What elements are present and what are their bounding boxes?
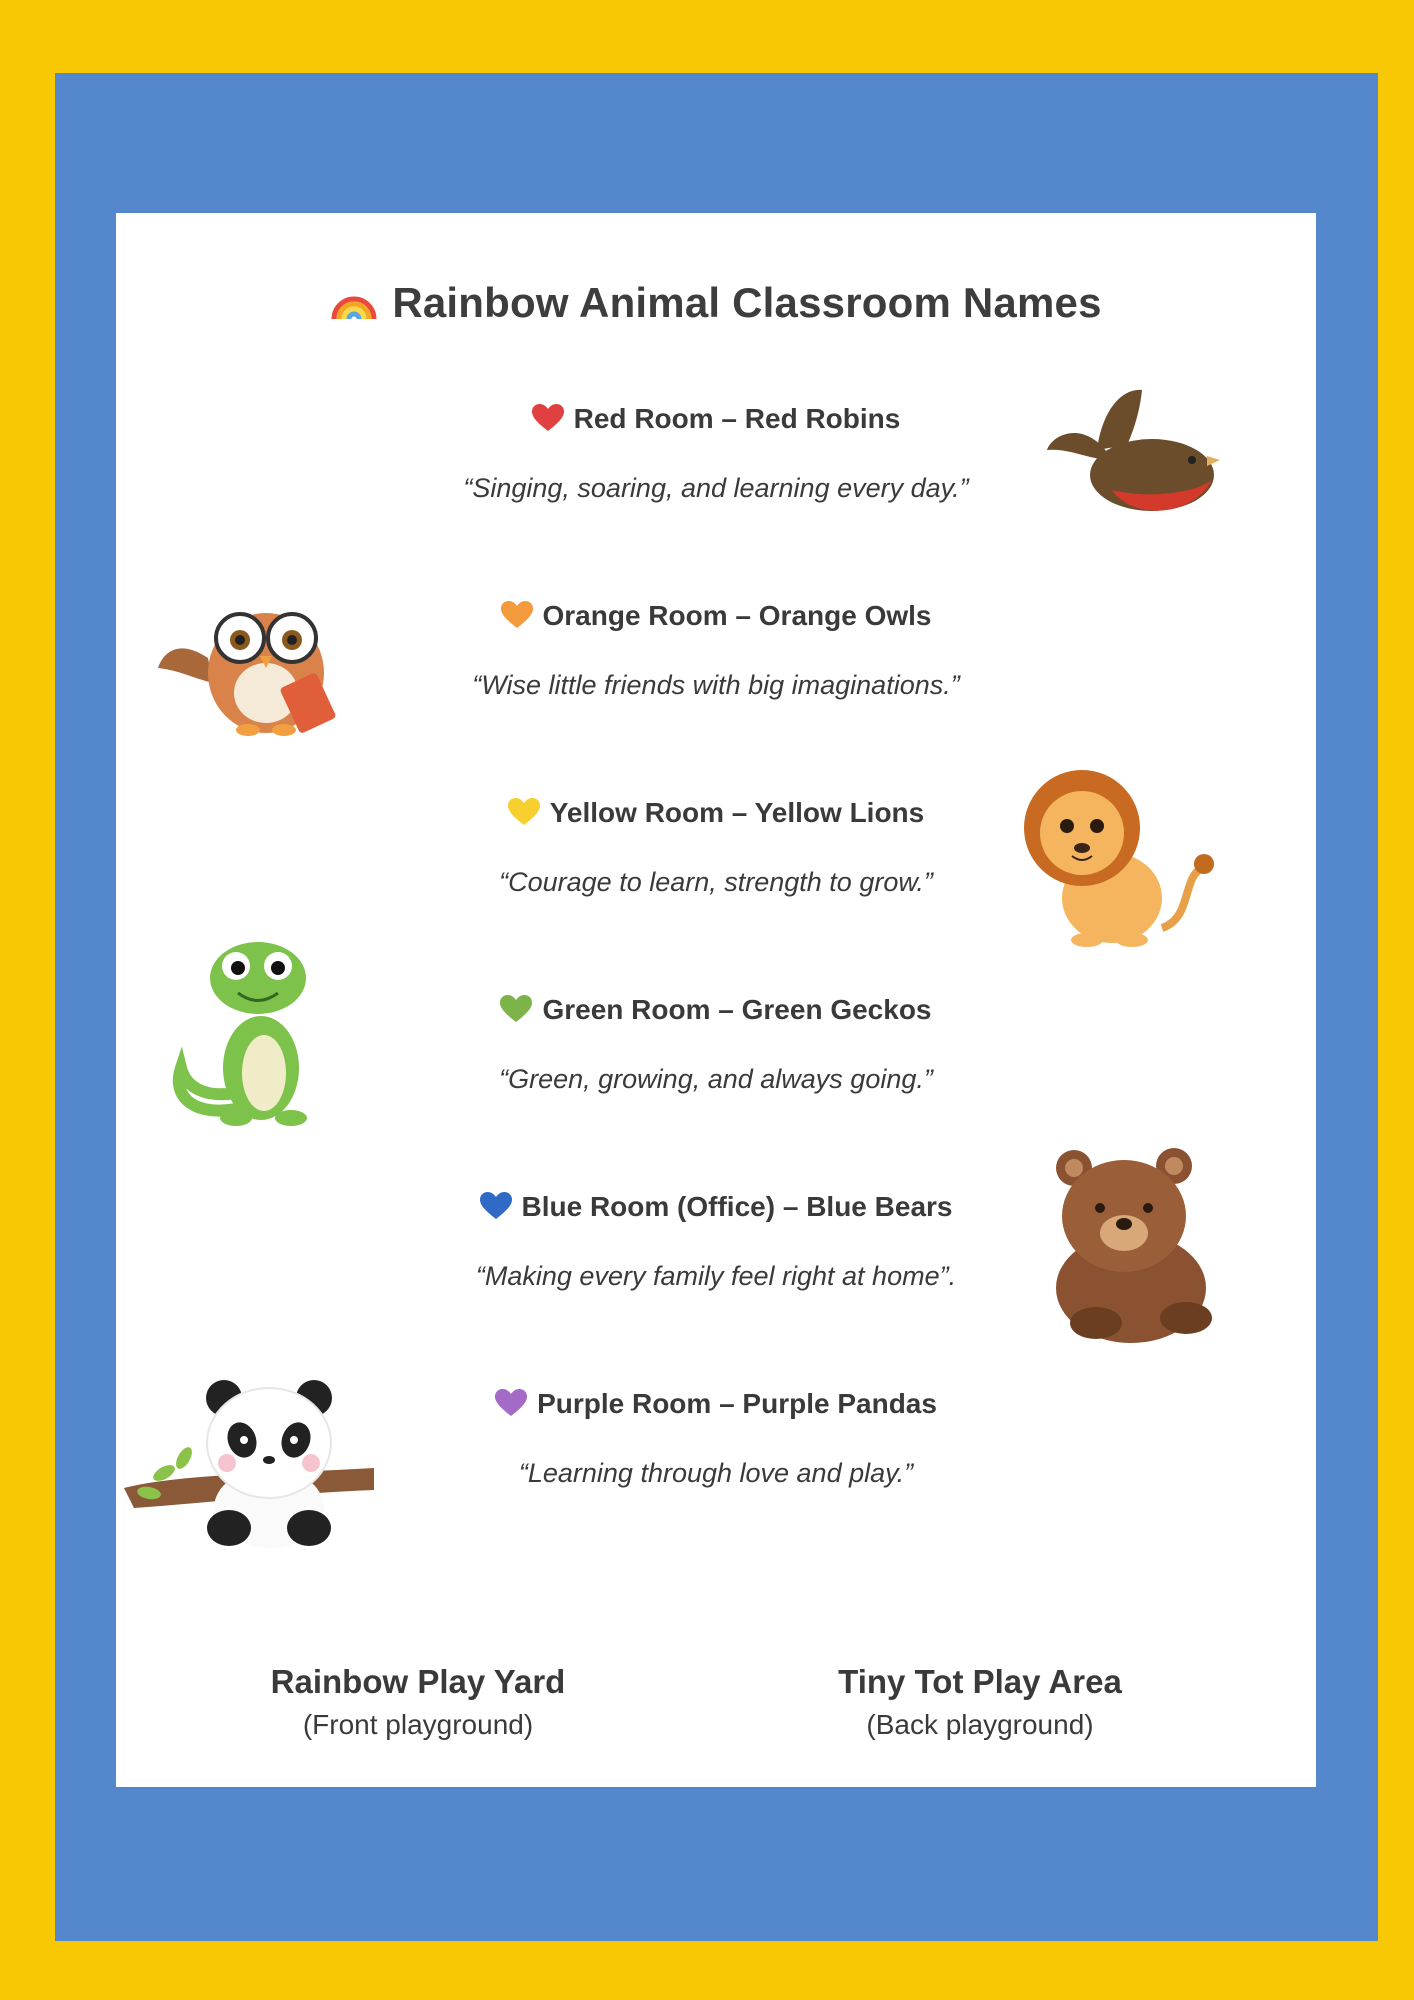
room-name-text: Red Room – Red Robins — [573, 403, 901, 434]
play-area-name: Rainbow Play Yard — [270, 1663, 566, 1700]
green-heart-icon — [500, 995, 532, 1030]
room-name-text: Green Room – Green Geckos — [542, 994, 932, 1025]
room-name-text: Purple Room – Purple Pandas — [537, 1388, 937, 1419]
play-area-back — [770, 1663, 1190, 1741]
page-title — [116, 279, 1316, 333]
room-motto: “Green, growing, and always going.” — [499, 1064, 933, 1094]
robin-illustration — [1042, 380, 1222, 525]
purple-heart-icon — [495, 1389, 527, 1424]
lion-illustration — [1012, 758, 1222, 953]
room-name-text: Blue Room (Office) – Blue Bears — [521, 1191, 953, 1222]
yellow-heart-icon — [508, 798, 540, 833]
rainbow-icon — [330, 279, 378, 333]
room-name-text: Yellow Room – Yellow Lions — [549, 797, 925, 828]
panda-illustration — [124, 1378, 374, 1553]
gecko-illustration — [166, 938, 336, 1143]
red-heart-icon — [532, 404, 564, 439]
bear-illustration — [1036, 1138, 1226, 1353]
owl-illustration — [158, 578, 358, 743]
room-name-text: Orange Room – Orange Owls — [542, 600, 932, 631]
play-area-location: (Front playground) — [302, 1709, 534, 1740]
play-area-name: Tiny Tot Play Area — [838, 1663, 1122, 1700]
room-motto: “Courage to learn, strength to grow.” — [499, 867, 933, 897]
blue-heart-icon — [480, 1192, 512, 1227]
play-area-front — [208, 1663, 628, 1741]
room-motto: “Wise little friends with big imaginations.” — [472, 670, 960, 700]
room-motto: “Singing, soaring, and learning every day.” — [463, 473, 969, 503]
room-motto: “Learning through love and play.” — [518, 1458, 914, 1488]
play-area-location: (Back playground) — [866, 1709, 1094, 1740]
orange-heart-icon — [501, 601, 533, 636]
flyer-page — [116, 213, 1316, 1787]
room-motto: “Making every family feel right at home”. — [475, 1261, 957, 1291]
title-text: Rainbow Animal Classroom Names — [392, 279, 1102, 326]
